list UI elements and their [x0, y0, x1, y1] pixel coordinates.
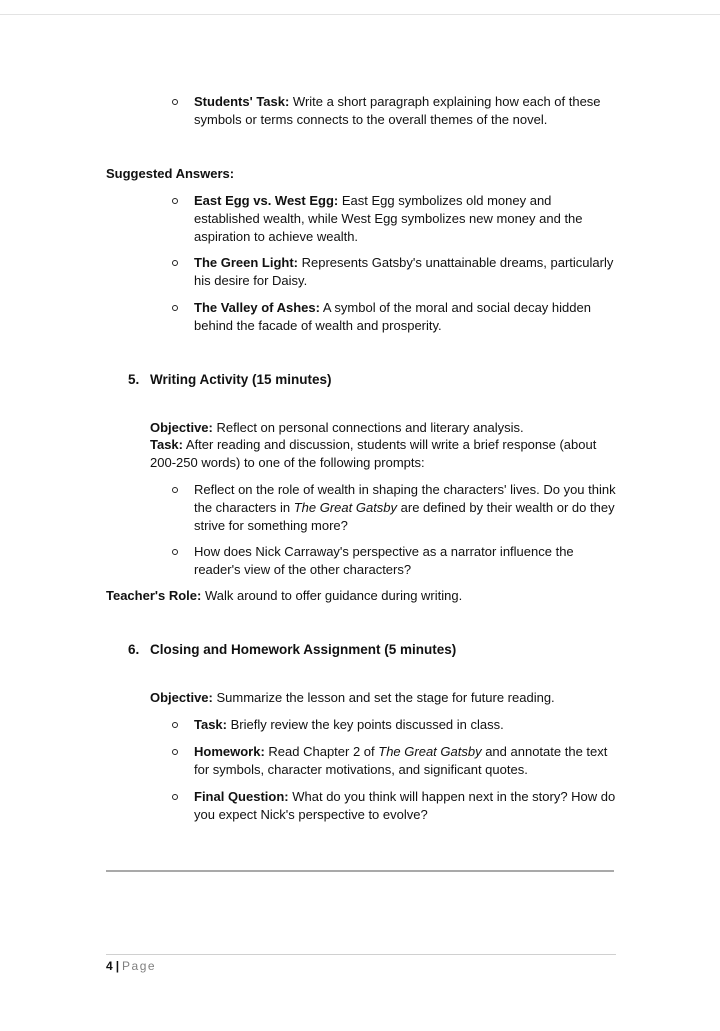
page-label: Page: [122, 959, 157, 973]
suggested-answers-heading-text: Suggested Answers:: [106, 166, 235, 181]
task-label: Task:: [194, 717, 227, 732]
top-border: [0, 14, 720, 15]
answer-item: [194, 192, 619, 246]
final-question-item: [194, 788, 619, 824]
suggested-answers-heading: [106, 165, 234, 183]
final-question-label: Final Question:: [194, 789, 289, 804]
writing-activity-title: Writing Activity (15 minutes): [150, 372, 332, 387]
teacher-role-label: Teacher's Role:: [106, 588, 202, 603]
homework-text: and annotate the text for symbols, character motivations, and significant quotes.: [194, 744, 608, 777]
answer-label: The Green Light:: [194, 255, 298, 270]
book-title: The Great Gatsby: [378, 744, 482, 759]
objective-text: Summarize the lesson and set the stage for future reading.: [212, 690, 555, 705]
answer-label: East Egg vs. West Egg:: [194, 193, 339, 208]
page-footer: [106, 957, 156, 975]
bullet-icon: [172, 794, 178, 800]
task-text: Briefly review the key points discussed in class.: [227, 717, 504, 732]
homework-label: Homework:: [194, 744, 265, 759]
prompt-text: are defined by their wealth or do they strive for something more?: [194, 500, 615, 533]
book-title: The Great Gatsby: [293, 500, 398, 515]
writing-objective: [150, 419, 620, 437]
bullet-icon: [172, 260, 178, 266]
closing-task-item: [194, 716, 619, 734]
task-label: Task:: [150, 437, 183, 452]
footer-divider: [106, 954, 616, 955]
prompt-text: Reflect on the role of wealth in shaping the characters' lives. Do you think the characters in: [194, 482, 616, 515]
homework-text: Read Chapter 2 of: [264, 744, 379, 759]
answer-item: [194, 254, 619, 290]
bullet-icon: [172, 487, 178, 493]
students-task-item: [194, 93, 619, 129]
footer-separator: |: [115, 959, 120, 973]
students-task-text: Write a short paragraph explaining how each of these symbols or terms connects to the overall themes of the novel.: [194, 94, 601, 127]
students-task-label: Students' Task:: [194, 94, 290, 109]
answer-text: Represents Gatsby's unattainable dreams, particularly his desire for Daisy.: [194, 255, 614, 288]
teacher-role: [106, 587, 606, 605]
objective-label: Objective:: [150, 690, 213, 705]
bullet-icon: [172, 198, 178, 204]
answer-text: A symbol of the moral and social decay hidden behind the facade of wealth and prosperity.: [194, 300, 591, 333]
bullet-icon: [172, 722, 178, 728]
teacher-role-text: Walk around to offer guidance during writing.: [201, 588, 463, 603]
bullet-icon: [172, 749, 178, 755]
bullet-icon: [172, 305, 178, 311]
objective-text: Reflect on personal connections and literary analysis.: [212, 420, 524, 435]
bullet-icon: [172, 549, 178, 555]
closing-objective: [150, 689, 620, 707]
answer-label: The Valley of Ashes:: [194, 300, 320, 315]
closing-title: Closing and Homework Assignment (5 minutes): [150, 642, 457, 657]
prompt-text: How does Nick Carraway's perspective as a narrator influence the reader's view of the other characters?: [194, 544, 574, 577]
writing-task: [150, 436, 620, 472]
page-number: 4: [106, 959, 113, 973]
homework-item: [194, 743, 619, 779]
prompt-item: [194, 543, 619, 579]
answer-item: [194, 299, 619, 335]
section-divider: [106, 870, 614, 872]
prompt-item: [194, 481, 619, 535]
closing-number: 6.: [128, 642, 140, 657]
answer-text: East Egg symbolizes old money and established wealth, while West Egg symbolizes new money and the aspiration to achieve wealth.: [194, 193, 583, 244]
writing-activity-number: 5.: [128, 372, 140, 387]
bullet-icon: [172, 99, 178, 105]
objective-label: Objective:: [150, 420, 213, 435]
task-text: After reading and discussion, students will write a brief response (about 200-250 words) to one of the following prompts:: [150, 437, 597, 470]
final-question-text: What do you think will happen next in the story? How do you expect Nick's perspective to evolve?: [194, 789, 616, 822]
